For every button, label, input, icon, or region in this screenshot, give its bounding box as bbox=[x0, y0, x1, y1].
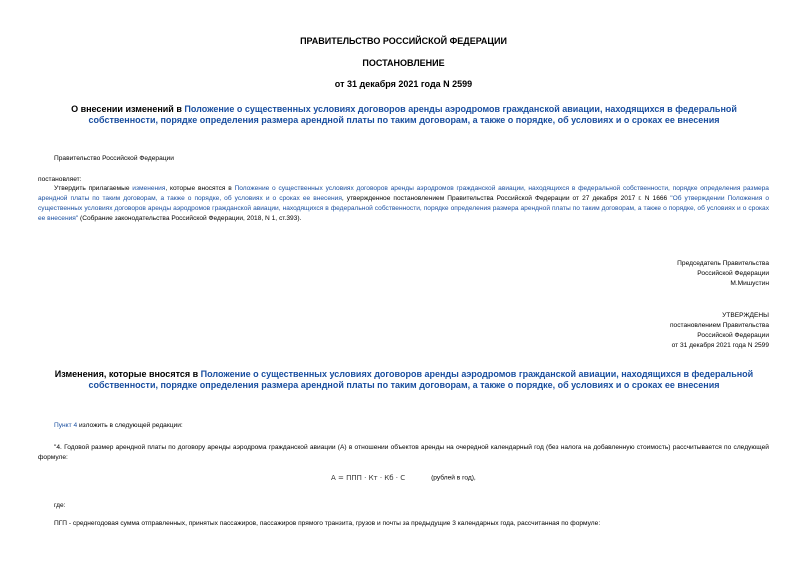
signature-position: Председатель Правительства bbox=[677, 260, 769, 267]
p1-text-a: Утвердить прилагаемые bbox=[54, 185, 133, 192]
changes-title bbox=[54, 369, 754, 391]
signature-country: Российской Федерации bbox=[697, 270, 769, 277]
approved-date: от 31 декабря 2021 года N 2599 bbox=[671, 342, 769, 349]
title-regulation-link[interactable]: Положение о существенных условиях договоров аренды аэродромов гражданской авиации, находящихся в федеральной собственности, порядке определения размера арендной платы по таким договорам, а также о порядке, об условиях и о сроках ее внесения bbox=[88, 104, 737, 125]
decides-word: постановляет: bbox=[38, 176, 82, 183]
ppg-definition: ПГП - среднегодовая сумма отправленных, принятых пассажиров, пассажиров прямого транзита, грузов и почты за предыдущие 3 календарных года, рассчитанная по формуле: bbox=[54, 520, 601, 527]
decree-1666-link[interactable]: "Об утверждении Положения о существенных условиях договоров аренды аэродромов гражданской авиации, находящихся в федеральной собственности, порядке определения размера арендной платы по таким договорам, а также о порядке, об условиях и о сроках ее внесения" bbox=[38, 195, 769, 222]
p1-text-b: , которые вносятся в bbox=[165, 185, 235, 192]
p1-text-c: , утвержденное постановлением Правительства Российской Федерации от 27 декабря 2017 г. N 1666 bbox=[341, 195, 671, 202]
title-prefix: О внесении изменений в bbox=[71, 104, 185, 114]
approved-country: Российской Федерации bbox=[697, 332, 769, 339]
changes-title-link[interactable]: Положение о существенных условиях договоров аренды аэродромов гражданской авиации, находящихся в федеральной собственности, порядке определения размера арендной платы по таким договорам, а также о порядке, об условиях и о сроках ее внесения bbox=[88, 369, 754, 390]
document-type: ПОСТАНОВЛЕНИЕ bbox=[362, 58, 445, 68]
item-1-text: изложить в следующей редакции: bbox=[77, 422, 183, 429]
approval-block bbox=[469, 311, 769, 351]
formula-unit: (рублей в год), bbox=[431, 474, 476, 482]
where-word: где: bbox=[54, 502, 66, 509]
signature-block bbox=[469, 259, 769, 289]
quote-paragraph: "4. Годовой размер арендной платы по договору аренды аэродрома гражданской авиации (А) в отношении объектов аренды на очередной календарный год (без налога на добавленную стоимость) рассчитывается по следующей формуле: bbox=[38, 444, 769, 461]
resolution-paragraph bbox=[38, 184, 769, 224]
document-date: от 31 декабря 2021 года N 2599 bbox=[334, 79, 473, 89]
approved-by: постановлением Правительства bbox=[669, 322, 769, 329]
changes-link[interactable]: изменения bbox=[132, 185, 166, 192]
approved-word: УТВЕРЖДЕНЫ bbox=[722, 312, 769, 319]
signature-name: М.Мишустин bbox=[730, 280, 769, 287]
p1-text-d: (Собрание законодательства Российской Федерации, 2018, N 1, ст.393). bbox=[78, 215, 302, 222]
document-title bbox=[38, 104, 770, 126]
formula-line bbox=[0, 473, 807, 483]
government-name: Правительство Российской Федерации bbox=[54, 155, 174, 162]
point-4-link[interactable]: Пункт 4 bbox=[54, 422, 78, 429]
changes-title-prefix: Изменения, которые вносятся в bbox=[54, 369, 201, 379]
government-heading: ПРАВИТЕЛЬСТВО РОССИЙСКОЙ ФЕДЕРАЦИИ bbox=[300, 36, 507, 46]
svg-text:A = ППП · Кт · Кб · C: A = ППП · Кт · Кб · C bbox=[331, 474, 406, 482]
regulation-link[interactable]: Положение о существенных условиях договоров аренды аэродромов гражданской авиации, находящихся в федеральной собственности, порядке определения размера арендной платы по таким договорам, а также о порядке, об условиях и о сроках ее внесения bbox=[38, 185, 769, 202]
item-1 bbox=[54, 421, 183, 431]
formula-image bbox=[331, 473, 429, 482]
